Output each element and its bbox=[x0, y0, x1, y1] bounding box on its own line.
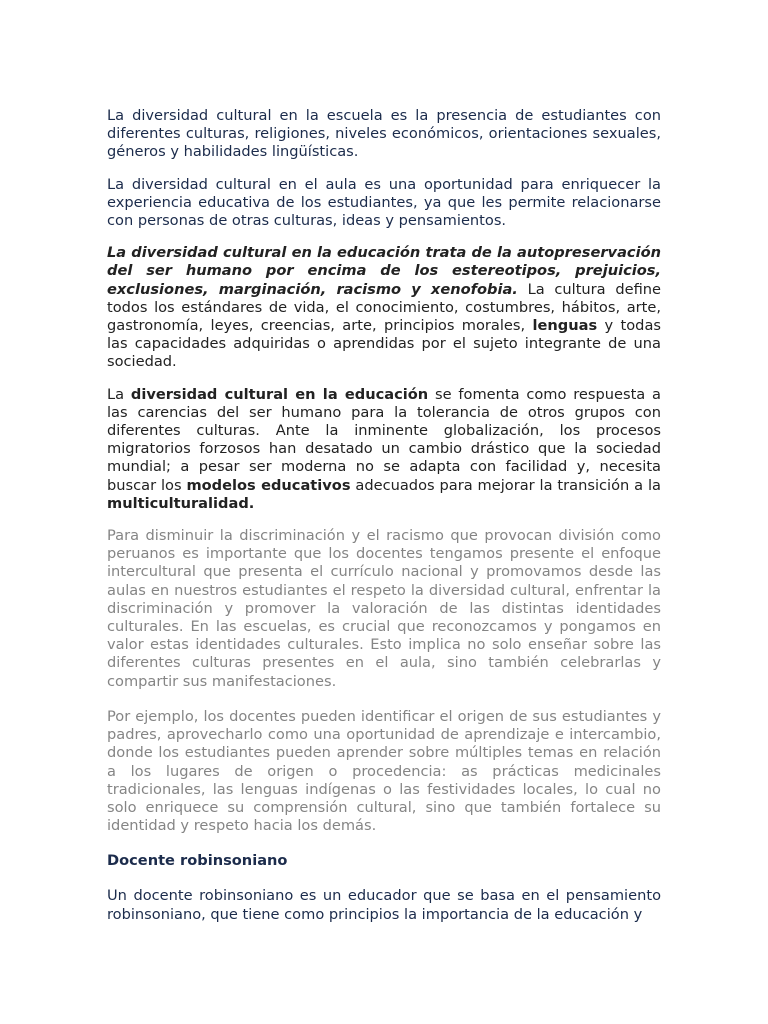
text-la: La bbox=[107, 385, 131, 403]
paragraph-classroom-diversity: La diversidad cultural en el aula es una oportunidad para enriquecer la experiencia educativa de los estudiantes, ya que les permite relacionarse con personas de otras culturas, ideas y pensamientos. bbox=[107, 175, 661, 230]
bold-modelos-educativos: modelos educativos bbox=[186, 476, 351, 494]
text-fomenta: se fomenta como respuesta a las carencias del ser humano para la tolerancia de otros grupos con diferentes culturas. Ante la inminente globalización, los procesos migratorios forzosos han desatado un cambio drástico que la sociedad mundial; a pesar ser moderna no se adapta con facilidad y, necesita buscar los bbox=[107, 385, 661, 494]
paragraph-education-diversity bbox=[107, 244, 661, 371]
emphasis-definition: La diversidad cultural en la educación trata de la autopreservación del ser humano por encima de los estereotipos, prejuicios, exclusiones, marginación, racismo y xenofobia. bbox=[107, 244, 661, 298]
paragraph-discrimination: Para disminuir la discriminación y el racismo que provocan división como peruanos es importante que los docentes tengamos presente el enfoque intercultural que presenta el currículo nacional y promovamos desde las aulas en nuestros estudiantes el respeto la diversidad cultural, enfrentar la discriminación y promover la valoración de las distintas identidades culturales. En las escuelas, es crucial que reconozcamos y pongamos en valor estas identidades culturales. Esto implica no solo enseñar sobre las diferentes culturas presentes en el aula, sino también celebrarlas y compartir sus manifestaciones. bbox=[107, 527, 661, 690]
bold-diversidad-educacion: diversidad cultural en la educación bbox=[130, 385, 429, 403]
paragraph-fomenta bbox=[107, 386, 661, 513]
paragraph-example: Por ejemplo, los docentes pueden identificar el origen de sus estudiantes y padres, aprovecharlo como una oportunidad de aprendizaje e intercambio, donde los estudiantes pueden aprender sobre múltiples temas en relación a los lugares de origen o procedencia: as prácticas medicinales tradicionales, las lenguas indígenas o las festividades locales, lo cual no solo enriquece su comprensión cultural, sino que también fortalece su identidad y respeto hacia los demás. bbox=[107, 707, 661, 835]
text-transicion: adecuados para mejorar la transición a la bbox=[350, 476, 661, 494]
bold-lenguas: lenguas bbox=[532, 317, 598, 335]
text-culture: La cultura define todos los estándares de vida, el conocimiento, costumbres, hábitos, arte, gastronomía, leyes, creencias, arte, principios morales, bbox=[107, 280, 661, 335]
bold-multiculturalidad: multiculturalidad. bbox=[107, 494, 255, 512]
document-page bbox=[107, 107, 661, 938]
text-capacities: y todas las capacidades adquiridas o aprendidas por el sujeto integrante de una sociedad. bbox=[107, 317, 661, 371]
paragraph-robinsoniano: Un docente robinsoniano es un educador que se basa en el pensamiento robinsoniano, que tiene como principios la importancia de la educación y bbox=[107, 887, 661, 923]
paragraph-school-diversity: La diversidad cultural en la escuela es la presencia de estudiantes con diferentes culturas, religiones, niveles económicos, orientaciones sexuales, géneros y habilidades lingüísticas. bbox=[107, 107, 661, 161]
section-heading: Docente robinsoniano bbox=[107, 852, 288, 870]
